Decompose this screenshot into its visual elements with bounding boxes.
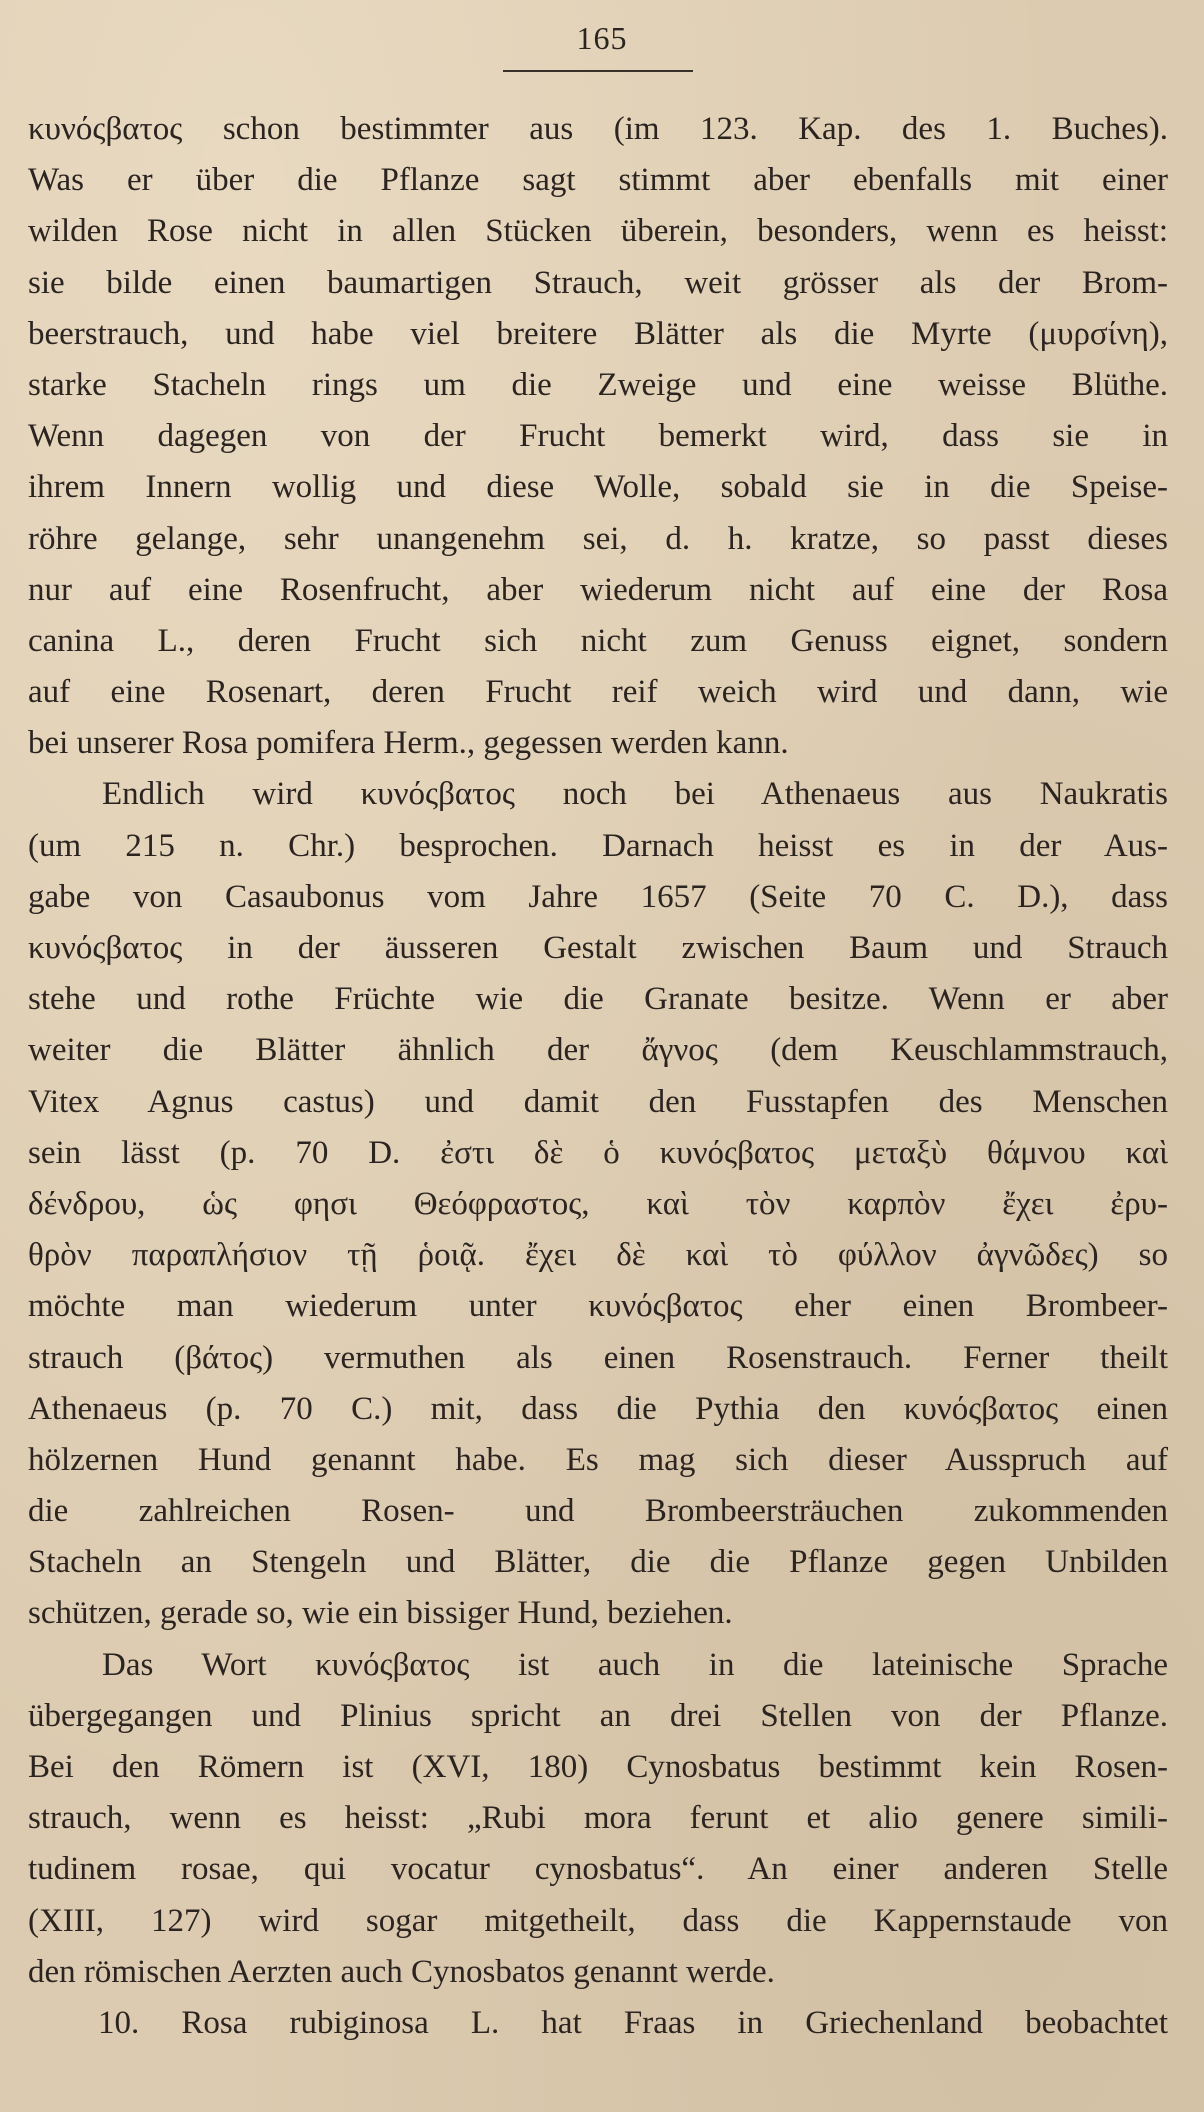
text-line: canina L., deren Frucht sich nicht zum Genuss eignet, sondern [28,622,1168,659]
text-line: beerstrauch, und habe viel breitere Blätter als die Myrte (μυρσίνη), [28,315,1168,352]
text-line: sie bilde einen baumartigen Strauch, weit grösser als der Brom- [28,264,1168,301]
text-line: weiter die Blätter ähnlich der ἄγνος (dem Keuschlammstrauch, [28,1032,1168,1069]
text-line: hölzernen Hund genannt habe. Es mag sich dieser Ausspruch auf [28,1441,1168,1478]
body-text [28,104,1168,2049]
text-line: ihrem Innern wollig und diese Wolle, sobald sie in die Speise- [28,469,1168,506]
text-line: θρὸν παραπλήσιον τῇ ῥοιᾷ. ἔχει δὲ καὶ τὸ φύλλον ἀγνῶδες) so [28,1237,1168,1274]
text-line: sein lässt (p. 70 D. ἐστι δὲ ὁ κυνόςβατος μεταξὺ θάμνου καὶ [28,1134,1168,1171]
text-line: (XIII, 127) wird sogar mitgetheilt, dass die Kappernstaude von [28,1902,1168,1939]
text-line: wilden Rose nicht in allen Stücken überein, besonders, wenn es heisst: [28,213,1168,250]
text-line: röhre gelange, sehr unangenehm sei, d. h. kratze, so passt dieses [28,520,1168,557]
page-number: 165 [576,20,628,56]
text-line: κυνόςβατος schon bestimmter aus (im 123. Kap. des 1. Buches). [28,111,1168,147]
text-line: Vitex Agnus castus) und damit den Fusstapfen des Menschen [28,1083,1168,1120]
text-line: stehe und rothe Früchte wie die Granate besitze. Wenn er aber [28,981,1168,1018]
text-line: Athenaeus (p. 70 C.) mit, dass die Pythia den κυνόςβατος einen [28,1390,1168,1427]
text-line: auf eine Rosenart, deren Frucht reif weich wird und dann, wie [28,674,1168,711]
text-line: Endlich wird κυνόςβατος noch bei Athenaeus aus Naukratis [102,776,1168,813]
text-line: Das Wort κυνόςβατος ist auch in die lateinische Sprache [102,1646,1168,1683]
text-line: κυνόςβατος in der äusseren Gestalt zwischen Baum und Strauch [28,930,1168,966]
text-line: starke Stacheln rings um die Zweige und eine weisse Blüthe. [28,366,1168,403]
text-line: strauch (βάτος) vermuthen als einen Rosenstrauch. Ferner theilt [28,1339,1168,1376]
text-line: tudinem rosae, qui vocatur cynosbatus“. An einer anderen Stelle [28,1851,1168,1888]
text-line: die zahlreichen Rosen- und Brombeersträuchen zukommenden [28,1493,1168,1530]
page-header [0,18,1204,58]
text-line: (um 215 n. Chr.) besprochen. Darnach heisst es in der Aus- [28,827,1168,864]
text-line: 10. Rosa rubiginosa L. hat Fraas in Griechenland beobachtet [98,2004,1168,2041]
text-line: schützen, gerade so, wie ein bissiger Hund, beziehen. [28,1595,733,1632]
text-line: Bei den Römern ist (XVI, 180) Cynosbatus bestimmt kein Rosen- [28,1749,1168,1785]
text-line: den römischen Aerzten auch Cynosbatos genannt werde. [28,1953,775,1990]
text-line: übergegangen und Plinius spricht an drei Stellen von der Pflanze. [28,1697,1168,1734]
text-line: gabe von Casaubonus vom Jahre 1657 (Seite 70 C. D.), dass [28,878,1168,915]
text-line: δένδρου, ὡς φησι Θεόφραστος, καὶ τὸν καρπὸν ἔχει ἐρυ- [28,1185,1168,1222]
text-line: möchte man wiederum unter κυνόςβατος eher einen Brombeer- [28,1288,1168,1325]
text-line: Was er über die Pflanze sagt stimmt aber ebenfalls mit einer [28,162,1168,199]
text-line: Stacheln an Stengeln und Blätter, die die Pflanze gegen Unbilden [28,1544,1168,1581]
header-rule [503,70,693,72]
text-line: nur auf eine Rosenfrucht, aber wiederum nicht auf eine der Rosa [28,571,1168,608]
text-line: bei unserer Rosa pomifera Herm., gegessen werden kann. [28,725,789,762]
text-line: strauch, wenn es heisst: „Rubi mora ferunt et alio genere simili- [28,1800,1168,1837]
text-line: Wenn dagegen von der Frucht bemerkt wird, dass sie in [28,418,1168,455]
